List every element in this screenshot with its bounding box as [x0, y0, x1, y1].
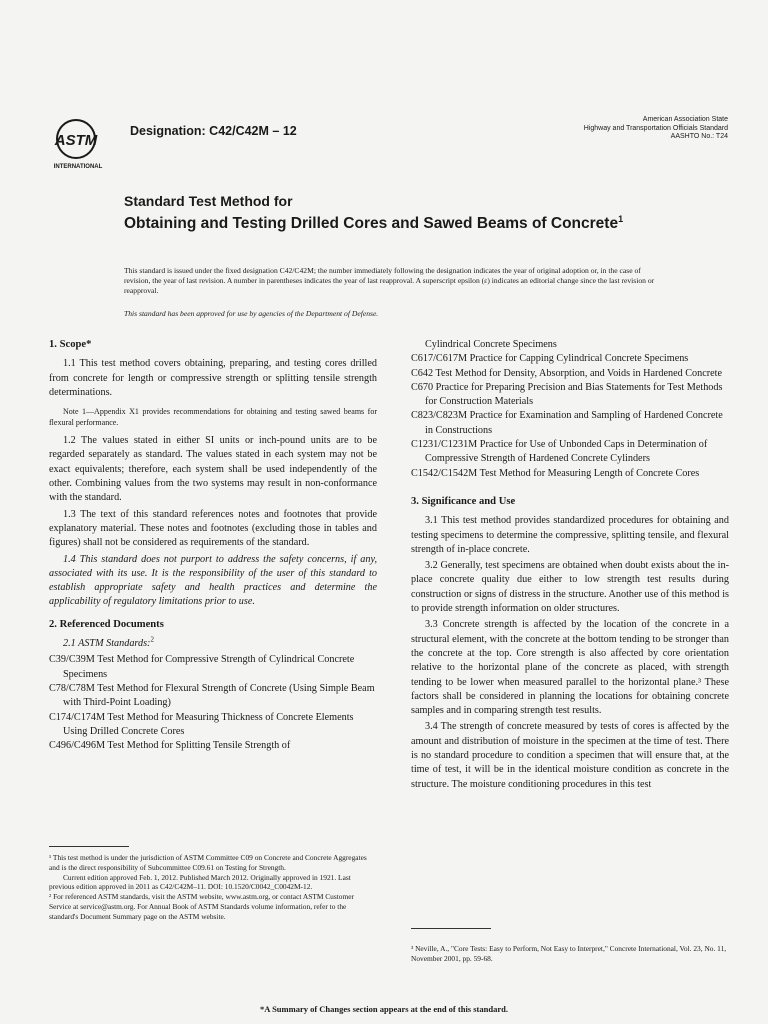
dod-note: This standard has been approved for use by agencies of the Department of Defense.: [124, 309, 379, 318]
aashto-line: American Association State: [642, 116, 728, 123]
paragraph: 3.1 This test method provides standardized procedures for obtaining and testing specimens to determine the compressive, splitting tensile, and flexural strength of in-place concrete.: [411, 515, 729, 555]
paragraph: 1.4 This standard does not purport to address the safety concerns, if any, associated with its use. It is the responsibility of the user of this standard to establish appropriate safety and health practices and determine the applicability of regulatory limitations prior to use.: [49, 553, 377, 608]
paragraph: 3.3 Concrete strength is affected by the location of the concrete in a structural element, with the concrete at the bottom tending to be stronger than the concrete at the top. Core strength is also affected by core orientation relative to the horizontal plane of the concrete as placed, with strength tending to be lower when measured parallel to the horizontal plane.³ These factors shall be considered in planning the locations for obtaining concrete samples and in comparing strength test results.: [411, 619, 729, 717]
footnote-divider: [411, 928, 491, 929]
reference-item: C1542/C1542M Test Method for Measuring Length of Concrete Cores: [411, 467, 700, 479]
left-column: [49, 338, 377, 753]
footnote: ² For referenced ASTM standards, visit the ASTM website, www.astm.org, or contact ASTM Customer Service at service@astm.org. For Annual Book of ASTM Standards volume information, refer to the standard's Document Summary page on the ASTM website.: [49, 892, 354, 921]
footnote-divider: [49, 846, 129, 847]
footnote: ¹ This test method is under the jurisdiction of ASTM Committee C09 on Concrete and Concrete Aggregates and is the direct responsibility of Subcommittee C09.61 on Testing for Strength.: [49, 853, 367, 872]
title-block: [124, 193, 684, 233]
reference-item: C496/C496M Test Method for Splitting Tensile Strength of: [49, 740, 291, 752]
aashto-line: AASHTO No.: T24: [670, 133, 728, 140]
section-heading-referenced-documents: 2. Referenced Documents: [49, 618, 164, 630]
section-heading-significance: 3. Significance and Use: [411, 495, 516, 507]
paragraph: 3.4 The strength of concrete measured by tests of cores is affected by the amount and distribution of moisture in the specimen at the time of test. There is no standard procedure to condition a specimen that will ensure that, at the time of test, it will be in the identical moisture condition as concrete in the structure. The moisture conditioning procedures in this test: [411, 721, 729, 790]
title-footnote-mark: 1: [618, 214, 624, 224]
right-column: [411, 338, 729, 794]
footnote-mark: 2: [150, 635, 154, 644]
reference-item: C174/C174M Test Method for Measuring Thickness of Concrete Elements Using Drilled Concrete Cores: [49, 711, 354, 737]
paragraph: 1.1 This test method covers obtaining, preparing, and testing cores drilled from concrete for length or compressive strength or splitting tensile strength determinations.: [49, 358, 377, 398]
reference-item: Cylindrical Concrete Specimens: [425, 339, 557, 350]
reference-item: C670 Practice for Preparing Precision and Bias Statements for Test Methods for Construction Materials: [411, 381, 723, 408]
astm-standards-label: 2.1 ASTM Standards:: [63, 638, 151, 650]
paragraph: 1.2 The values stated in either SI units or inch-pound units are to be regarded separately as standard. The values stated in each system may not be exact equivalents; therefore, each system shall be used independently of the other. Combining values from the two systems may result in non-conformance with the standard.: [49, 435, 377, 504]
aashto-note: [468, 116, 728, 142]
note: Note 1—Appendix X1 provides recommendations for obtaining and testing sawed beams for flexural performance.: [49, 407, 377, 428]
svg-text:ASTM: ASTM: [54, 132, 98, 149]
page-title: [124, 210, 684, 233]
svg-text:INTERNATIONAL: INTERNATIONAL: [53, 164, 103, 170]
reference-item: C39/C39M Test Method for Compressive Strength of Cylindrical Concrete Specimens: [49, 654, 355, 680]
paragraph: 3.2 Generally, test specimens are obtained when doubt exists about the in-place concrete quality due either to low strength test results during construction or signs of distress in the structure. Another use of this method is to provide strength information on older structures.: [411, 560, 729, 615]
reference-item: C1231/C1231M Practice for Use of Unbonded Caps in Determination of Compressive Strength of Hardened Concrete Cylinders: [411, 439, 708, 465]
reference-item: C642 Test Method for Density, Absorption, and Voids in Hardened Concrete: [411, 367, 723, 379]
reference-item: C617/C617M Practice for Capping Cylindrical Concrete Specimens: [411, 353, 689, 365]
reference-item: C823/C823M Practice for Examination and Sampling of Hardened Concrete in Constructions: [411, 410, 723, 436]
summary-of-changes-note: *A Summary of Changes section appears at the end of this standard.: [260, 1004, 508, 1014]
section-heading-scope: 1. Scope*: [49, 339, 92, 350]
astm-logo-icon: [46, 113, 120, 173]
astm-logo: [46, 113, 120, 173]
footnote: Current edition approved Feb. 1, 2012. Published March 2012. Originally approved in 1921. Last previous edition approved in 2011 as C42/C42M–11. DOI: 10.1520/C0042_C0042M-12.: [49, 872, 351, 892]
aashto-line: Highway and Transportation Officials Standard: [583, 124, 728, 132]
footnote: ³ Neville, A., "Core Tests: Easy to Perform, Not Easy to Interpret," Concrete International, Vol. 23, No. 11, November 2001, pp. 59-68.: [411, 944, 727, 963]
reference-item: C78/C78M Test Method for Flexural Strength of Concrete (Using Simple Beam with Third-Point Loading): [49, 682, 375, 709]
designation: Designation: C42/C42M – 12: [130, 124, 297, 138]
footnotes-left: [49, 853, 377, 922]
issue-note: This standard is issued under the fixed designation C42/C42M; the number immediately following the designation indicates the year of original adoption or, in the case of revision, the year of last revision. A number in parentheses indicates the year of last reapproval. A superscript epsilon (ε) indicates an editorial change since the last revision or reapproval.: [124, 266, 655, 296]
title-text: Obtaining and Testing Drilled Cores and Sawed Beams of Concrete: [124, 215, 619, 233]
title-prefix: Standard Test Method for: [124, 193, 293, 209]
paragraph: 1.3 The text of this standard references notes and footnotes that provide explanatory material. These notes and footnotes (excluding those in tables and figures) shall not be considered as requirements of the standard.: [49, 508, 377, 549]
paragraph: [49, 637, 377, 651]
